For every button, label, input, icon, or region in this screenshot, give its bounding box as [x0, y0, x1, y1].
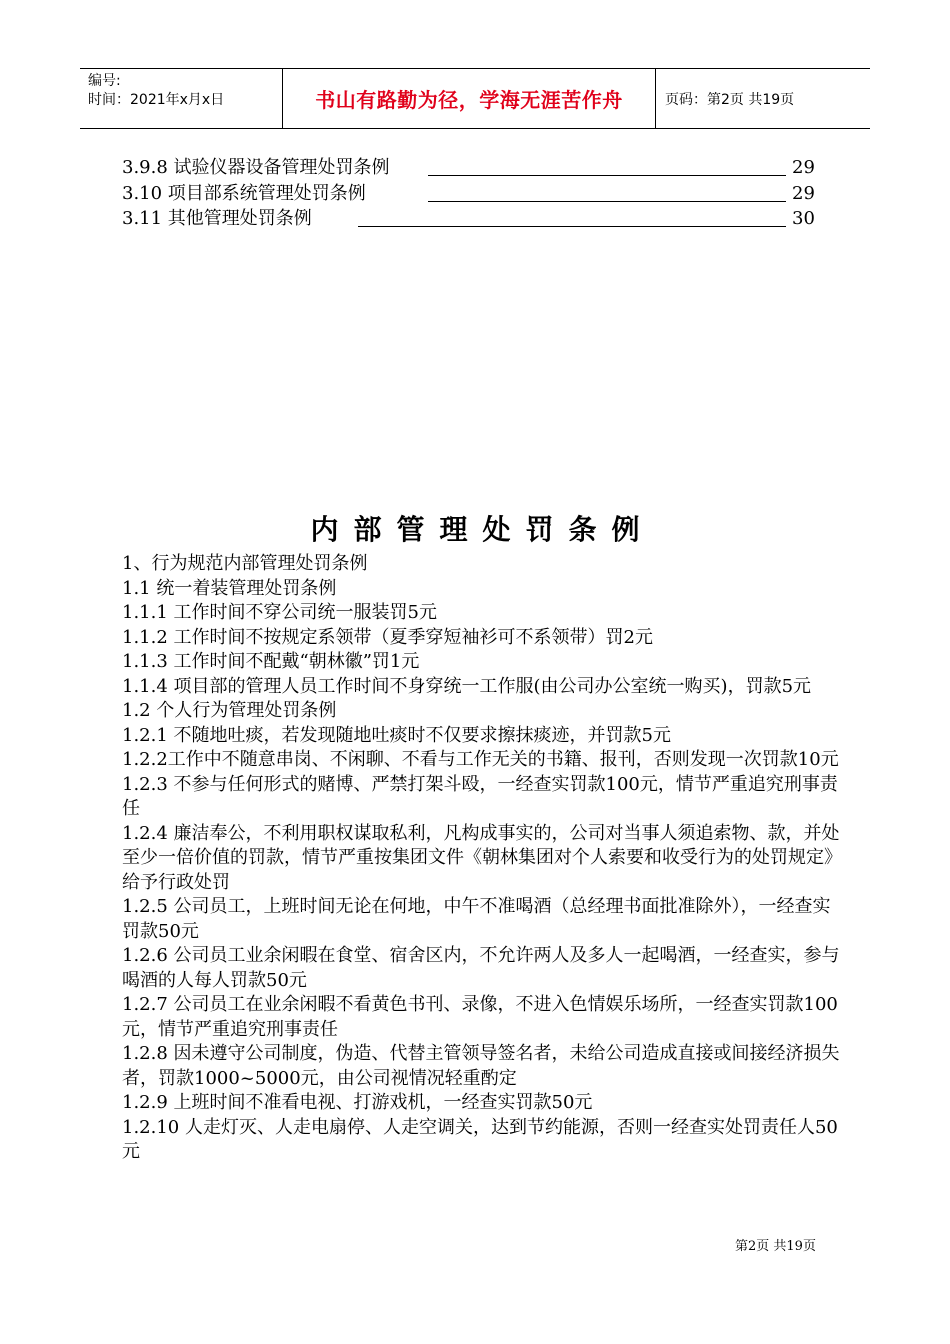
paragraph: 1.1.2 工作时间不按规定系领带（夏季穿短袖衫可不系领带）罚2元	[122, 626, 653, 648]
paragraph: 1.2.9 上班时间不准看电视、打游戏机，一经查实罚款50元	[122, 1092, 593, 1113]
document-body	[122, 552, 842, 1165]
header-motto: 书山有路勤为径，学海无涯苦作舟	[315, 88, 623, 112]
toc-entry[interactable]	[122, 181, 822, 207]
paragraph: 1.1.3 工作时间不配戴“朝林徽”罚1元	[122, 651, 420, 672]
header-divider	[655, 69, 656, 128]
toc-leader	[428, 201, 786, 202]
paragraph: 1.2 个人行为管理处罚条例	[122, 700, 337, 721]
paragraph: 1.2.6 公司员工业余闲暇在食堂、宿舍区内，不允许两人及多人一起喝酒，一经查实，参与喝酒的人每人罚款50元	[122, 945, 840, 991]
toc-entry-text: 3.11 其他管理处罚条例	[122, 208, 312, 229]
toc-entry-text: 3.10 项目部系统管理处罚条例	[122, 182, 366, 204]
header-number-label: 编号:	[88, 73, 121, 89]
paragraph: 1.2.7 公司员工在业余闲暇不看黄色书刊、录像，不进入色情娱乐场所，一经查实罚款100元，情节严重追究刑事责任	[122, 994, 838, 1040]
page-header	[80, 68, 870, 129]
toc-entry-text: 3.9.8 试验仪器设备管理处罚条例	[122, 157, 390, 178]
paragraph: 1.2.4 廉洁奉公，不利用职权谋取私利，凡构成事实的，公司对当事人须追索物、款，并处至少一倍价值的罚款，情节严重按集团文件《朝林集团对个人索要和收受行为的处罚规定》给予行政处罚	[122, 822, 842, 893]
toc-entry[interactable]	[122, 206, 822, 232]
paragraph: 1、行为规范内部管理处罚条例	[122, 553, 368, 574]
paragraph: 1.2.5 公司员工，上班时间无论在何地，中午不准喝酒（总经理书面批准除外），一经查实罚款50元	[122, 896, 831, 942]
paragraph: 1.1.1 工作时间不穿公司统一服装罚5元	[122, 602, 437, 623]
paragraph: 1.1.4 项目部的管理人员工作时间不身穿统一工作服(由公司办公室统一购买)，罚款5元	[122, 675, 812, 697]
page-footer: 第2页 共19页	[735, 1239, 816, 1254]
header-meta	[88, 72, 284, 110]
paragraph: 1.2.10 人走灯灭、人走电扇停、人走空调关，达到节约能源，否则一经查实处罚责任人50元	[122, 1116, 838, 1162]
toc-entry-page: 29	[792, 157, 815, 178]
toc-leader	[428, 175, 786, 176]
paragraph: 1.2.1 不随地吐痰，若发现随地吐痰时不仅要求擦抹痰迹，并罚款5元	[122, 724, 671, 746]
paragraph: 1.2.3 不参与任何形式的赌博、严禁打架斗殴，一经查实罚款100元，情节严重追究刑事责任	[122, 773, 838, 819]
toc-leader	[358, 226, 786, 227]
header-page-info: 页码：第2页 共19页	[665, 91, 795, 108]
paragraph: 1.1 统一着装管理处罚条例	[122, 577, 337, 599]
toc-entry-page: 29	[792, 182, 815, 204]
header-time-label: 时间：2021年x月x日	[88, 92, 225, 108]
paragraph: 1.2.2工作中不随意串岗、不闲聊、不看与工作无关的书籍、报刊，否则发现一次罚款10元	[122, 749, 839, 770]
toc-entry[interactable]	[122, 155, 822, 181]
document-title: 内部管理处罚条例	[310, 513, 655, 546]
table-of-contents	[122, 155, 822, 232]
toc-entry-page: 30	[792, 208, 815, 229]
paragraph: 1.2.8 因未遵守公司制度，伪造、代替主管领导签名者，未给公司造成直接或间接经济损失者，罚款1000~5000元，由公司视情况轻重酌定	[122, 1043, 840, 1089]
